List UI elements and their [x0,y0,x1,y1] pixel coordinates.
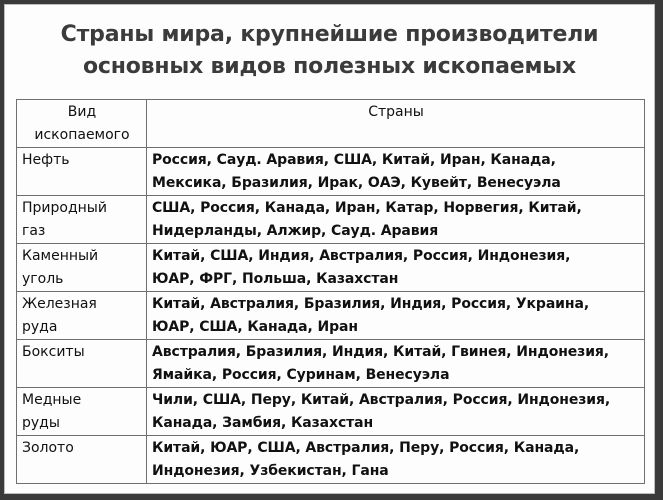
countries-line-1: Чили, США, Перу, Китай, Австралия, Россия, Индонезия, [152,392,611,408]
countries-cell [147,196,645,244]
table-row [17,148,645,196]
table-row [17,388,645,436]
mineral-name-line-1: Золото [22,440,74,456]
countries-line-1: Австралия, Бразилия, Индия, Китай, Гвинея, Индонезия, [152,344,610,360]
countries-cell [147,148,645,196]
countries-cell [147,292,645,340]
table-row [17,340,645,388]
countries-cell [147,340,645,388]
mineral-name-line-2: руда [22,319,58,335]
countries-cell [147,244,645,292]
table-row [17,244,645,292]
mineral-cell [17,436,147,484]
header-countries: Страны [147,100,645,148]
mineral-cell [17,244,147,292]
countries-line-2: Канада, Замбия, Казахстан [152,415,374,431]
minerals-table [16,99,645,484]
countries-line-2: Нидерланды, Алжир, Сауд. Аравия [152,223,439,239]
mineral-cell [17,148,147,196]
countries-line-1: Россия, Сауд. Аравия, США, Китай, Иран, Канада, [152,152,556,168]
table-row [17,196,645,244]
slide-page [4,4,655,494]
table-row [17,292,645,340]
mineral-name-line-2: руды [22,415,60,431]
header-mineral-line-2: ископаемого [34,127,130,143]
title-line-2: основных видов полезных ископаемых [83,54,576,79]
table-header-row [17,100,645,148]
mineral-name-line-1: Медные [22,392,82,408]
countries-line-1: США, Россия, Канада, Иран, Катар, Норвегия, Китай, [152,200,582,216]
mineral-name-line-2: уголь [22,271,64,287]
table-row [17,436,645,484]
countries-line-1: Китай, ЮАР, США, Австралия, Перу, Россия, Канада, [152,440,580,456]
mineral-name-line-1: Природный [22,200,107,216]
page-title [5,5,654,83]
countries-cell [147,436,645,484]
mineral-name-line-1: Бокситы [22,344,85,360]
mineral-name-line-1: Нефть [22,152,70,168]
mineral-cell [17,340,147,388]
countries-line-2: Мексика, Бразилия, Ирак, ОАЭ, Кувейт, Венесуэла [152,175,561,191]
countries-line-2: Ямайка, Россия, Суринам, Венесуэла [152,367,450,383]
countries-line-1: Китай, Австралия, Бразилия, Индия, Россия, Украина, [152,296,590,312]
countries-cell [147,388,645,436]
title-line-1: Страны мира, крупнейшие производители [60,22,599,47]
countries-line-2: Индонезия, Узбекистан, Гана [152,463,389,479]
mineral-name-line-1: Каменный [22,248,99,264]
header-mineral-line-1: Вид [67,104,97,120]
mineral-cell [17,196,147,244]
mineral-cell [17,292,147,340]
table-body [17,148,645,484]
mineral-name-line-1: Железная [22,296,97,312]
countries-line-1: Китай, США, Индия, Австралия, Россия, Индонезия, [152,248,571,264]
mineral-name-line-2: газ [22,223,46,239]
countries-line-2: ЮАР, ФРГ, Польша, Казахстан [152,271,399,287]
countries-line-2: ЮАР, США, Канада, Иран [152,319,358,335]
header-mineral-type [17,100,147,148]
mineral-cell [17,388,147,436]
